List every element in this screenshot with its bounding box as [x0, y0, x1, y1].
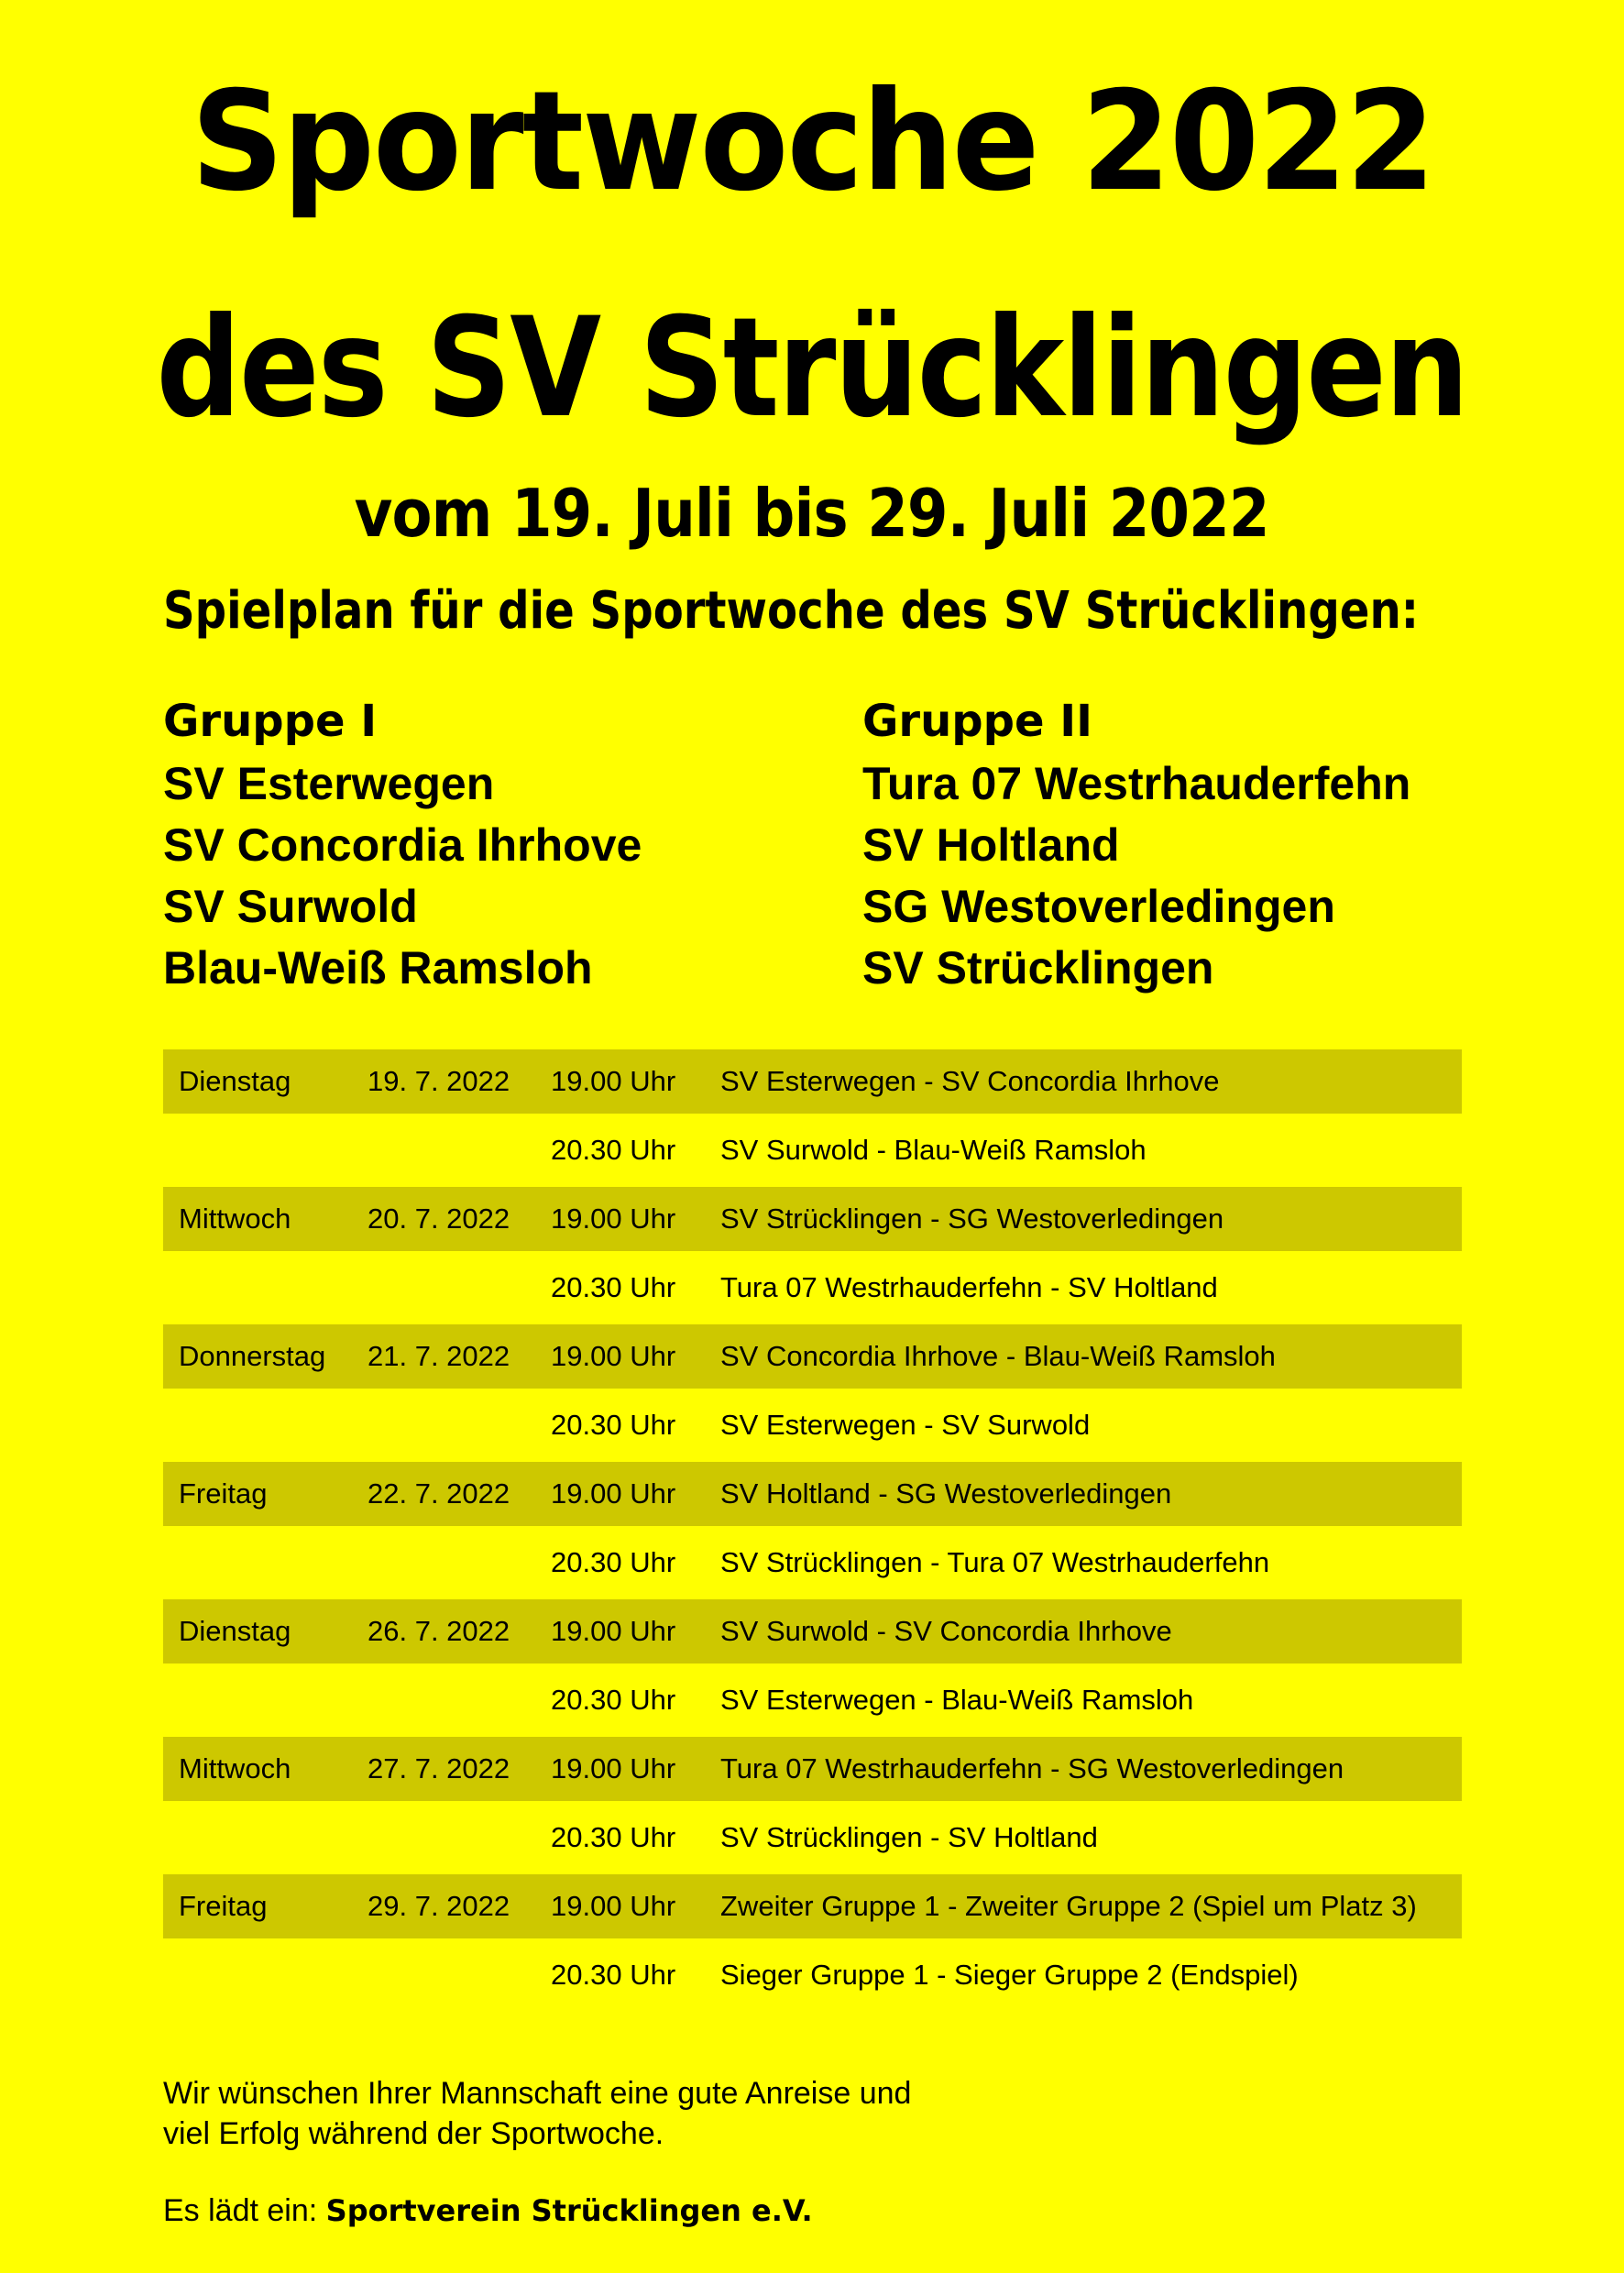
date-cell: 21. 7. 2022 [368, 1340, 510, 1372]
time-cell: 20.30 Uhr [551, 1409, 676, 1441]
footer-line: viel Erfolg während der Sportwoche. [163, 2116, 664, 2151]
time-cell: 20.30 Uhr [551, 1134, 676, 1166]
match-cell: SV Holtland - SG Westoverledingen [720, 1477, 1172, 1510]
table-row [163, 1114, 1462, 1186]
club-name: Sportverein Strücklingen e.V. [325, 2193, 813, 2228]
time-cell: 19.00 Uhr [551, 1890, 676, 1922]
match-cell: Tura 07 Westrhauderfehn - SV Holtland [720, 1271, 1218, 1303]
date-cell: 27. 7. 2022 [368, 1752, 510, 1784]
table-row [163, 1187, 1462, 1251]
table-row [163, 1324, 1462, 1389]
date-range: vom 19. Juli bis 29. Juli 2022 [355, 475, 1269, 552]
match-cell: SV Esterwegen - SV Surwold [720, 1409, 1091, 1441]
group-1-heading: Gruppe I [163, 696, 378, 747]
footer-message [163, 2073, 911, 2154]
title-line-1: Sportwoche 2022 [190, 62, 1434, 222]
group-1-team: Blau-Weiß Ramsloh [163, 942, 593, 994]
day-cell: Dienstag [179, 1615, 291, 1647]
time-cell: 19.00 Uhr [551, 1202, 676, 1235]
table-row [163, 1389, 1462, 1461]
table-row [163, 1938, 1462, 2011]
match-cell: SV Strücklingen - Tura 07 Westrhauderfehn [720, 1546, 1270, 1578]
day-cell: Freitag [179, 1890, 268, 1922]
group-1-team: SV Esterwegen [163, 758, 495, 809]
group-1-team: SV Concordia Ihrhove [163, 819, 642, 871]
group-2 [862, 689, 1410, 999]
schedule-table [163, 1049, 1462, 2012]
day-cell: Mittwoch [179, 1752, 291, 1784]
match-cell: SV Esterwegen - Blau-Weiß Ramsloh [720, 1684, 1194, 1716]
time-cell: 20.30 Uhr [551, 1546, 676, 1578]
invitation [163, 2191, 813, 2231]
time-cell: 20.30 Uhr [551, 1684, 676, 1716]
date-cell: 19. 7. 2022 [368, 1065, 510, 1097]
time-cell: 19.00 Uhr [551, 1615, 676, 1647]
day-cell: Freitag [179, 1477, 268, 1510]
group-1 [163, 689, 642, 999]
table-row [163, 1251, 1462, 1323]
day-cell: Dienstag [179, 1065, 291, 1097]
table-row [163, 1737, 1462, 1801]
footer-line: Wir wünschen Ihrer Mannschaft eine gute Anreise und [163, 2076, 912, 2111]
time-cell: 20.30 Uhr [551, 1821, 676, 1853]
match-cell: Sieger Gruppe 1 - Sieger Gruppe 2 (Endspiel) [720, 1959, 1299, 1991]
time-cell: 20.30 Uhr [551, 1271, 676, 1303]
match-cell: Tura 07 Westrhauderfehn - SG Westoverledingen [720, 1752, 1344, 1784]
match-cell: SV Strücklingen - SV Holtland [720, 1821, 1098, 1853]
group-1-team: SV Surwold [163, 881, 418, 932]
group-2-team: SG Westoverledingen [862, 881, 1335, 932]
table-row [163, 1049, 1462, 1114]
table-row [163, 1664, 1462, 1736]
group-2-team: SV Holtland [862, 819, 1120, 871]
day-cell: Mittwoch [179, 1202, 291, 1235]
title-line-2: des SV Strücklingen [156, 289, 1468, 448]
table-row [163, 1801, 1462, 1873]
table-row [163, 1462, 1462, 1526]
schedule-subtitle: Spielplan für die Sportwoche des SV Strücklingen: [163, 581, 1420, 641]
match-cell: SV Concordia Ihrhove - Blau-Weiß Ramsloh [720, 1340, 1276, 1372]
match-cell: SV Surwold - SV Concordia Ihrhove [720, 1615, 1172, 1647]
day-cell: Donnerstag [179, 1340, 326, 1372]
time-cell: 19.00 Uhr [551, 1752, 676, 1784]
time-cell: 19.00 Uhr [551, 1065, 676, 1097]
table-row [163, 1599, 1462, 1664]
date-cell: 22. 7. 2022 [368, 1477, 510, 1510]
date-cell: 26. 7. 2022 [368, 1615, 510, 1647]
match-cell: SV Esterwegen - SV Concordia Ihrhove [720, 1065, 1220, 1097]
table-row [163, 1874, 1462, 1938]
group-2-heading: Gruppe II [862, 696, 1092, 747]
match-cell: SV Strücklingen - SG Westoverledingen [720, 1202, 1224, 1235]
table-row [163, 1526, 1462, 1598]
group-2-team: Tura 07 Westrhauderfehn [862, 758, 1411, 809]
match-cell: SV Surwold - Blau-Weiß Ramsloh [720, 1134, 1147, 1166]
time-cell: 19.00 Uhr [551, 1477, 676, 1510]
date-cell: 20. 7. 2022 [368, 1202, 510, 1235]
date-cell: 29. 7. 2022 [368, 1890, 510, 1922]
invite-prefix: Es lädt ein: [163, 2193, 326, 2228]
group-2-team: SV Strücklingen [862, 942, 1214, 994]
match-cell: Zweiter Gruppe 1 - Zweiter Gruppe 2 (Spiel um Platz 3) [720, 1890, 1417, 1922]
time-cell: 19.00 Uhr [551, 1340, 676, 1372]
time-cell: 20.30 Uhr [551, 1959, 676, 1991]
